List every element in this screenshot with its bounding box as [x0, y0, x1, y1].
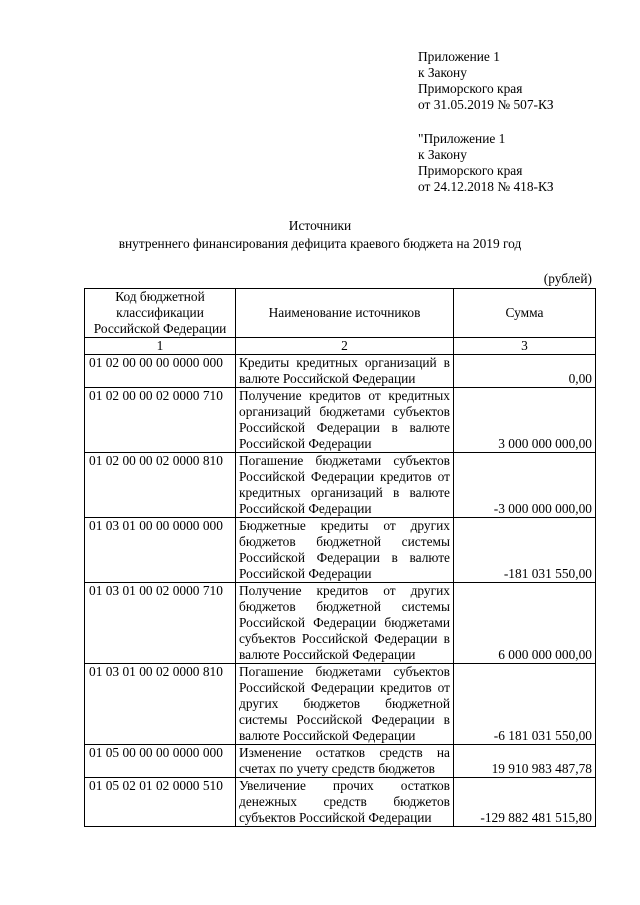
row-code: 01 02 00 00 02 0000 710	[85, 388, 236, 453]
appendix-line: от 31.05.2019 № 507-КЗ	[418, 97, 554, 112]
table-row	[85, 453, 596, 518]
row-code: 01 02 00 00 00 0000 000	[85, 355, 236, 388]
table-row	[85, 388, 596, 453]
unit-label: (рублей)	[543, 271, 592, 286]
table-row	[85, 778, 596, 827]
document-title: Источники	[288, 218, 352, 233]
column-header-code: Код бюджетной классификации Российской Федерации	[85, 289, 236, 338]
column-header-name: Наименование источников	[236, 289, 454, 338]
row-name: Получение кредитов от кредитных организаций бюджетами субъектов Российской Федерации в валюте Российской Федерации	[236, 388, 454, 453]
row-code: 01 03 01 00 02 0000 810	[85, 664, 236, 745]
table-row	[85, 745, 596, 778]
row-code: 01 05 00 00 00 0000 000	[85, 745, 236, 778]
appendix-line: Приложение 1	[418, 49, 500, 64]
appendix-line: Приморского края	[418, 163, 523, 178]
document-subtitle: внутреннего финансирования дефицита краевого бюджета на 2019 год	[118, 236, 522, 251]
table-row	[85, 664, 596, 745]
appendix-line: к Закону	[418, 147, 467, 162]
row-sum: 0,00	[454, 355, 596, 388]
table-header-row	[85, 289, 596, 338]
row-sum: 19 910 983 487,78	[454, 745, 596, 778]
row-name: Изменение остатков средств на счетах по учету средств бюджетов	[236, 745, 454, 778]
column-header-sum: Сумма	[454, 289, 596, 338]
appendix-header	[418, 49, 628, 113]
row-sum: -129 882 481 515,80	[454, 778, 596, 827]
row-name: Погашение бюджетами субъектов Российской Федерации кредитов от кредитных организаций в валюте Российской Федерации	[236, 453, 454, 518]
appendix-line: Приморского края	[418, 81, 523, 96]
row-code: 01 03 01 00 02 0000 710	[85, 583, 236, 664]
column-number-row	[85, 338, 596, 355]
row-sum: -3 000 000 000,00	[454, 453, 596, 518]
appendix-line: от 24.12.2018 № 418-КЗ	[418, 179, 554, 194]
table-row	[85, 518, 596, 583]
row-name: Кредиты кредитных организаций в валюте Российской Федерации	[236, 355, 454, 388]
appendix-line: к Закону	[418, 65, 467, 80]
table-row	[85, 355, 596, 388]
row-name: Погашение бюджетами субъектов Российской Федерации кредитов от других бюджетов бюджетной системы Российской Федерации в валюте Российской Федерации	[236, 664, 454, 745]
column-number: 2	[236, 338, 454, 355]
column-number: 1	[85, 338, 236, 355]
row-sum: -6 181 031 550,00	[454, 664, 596, 745]
row-code: 01 03 01 00 00 0000 000	[85, 518, 236, 583]
row-sum: 6 000 000 000,00	[454, 583, 596, 664]
row-code: 01 02 00 00 02 0000 810	[85, 453, 236, 518]
row-sum: -181 031 550,00	[454, 518, 596, 583]
row-code: 01 05 02 01 02 0000 510	[85, 778, 236, 827]
row-name: Бюджетные кредиты от других бюджетов бюджетной системы Российской Федерации в валюте Российской Федерации	[236, 518, 454, 583]
sources-table	[84, 288, 596, 827]
row-name: Увеличение прочих остатков денежных средств бюджетов субъектов Российской Федерации	[236, 778, 454, 827]
column-number: 3	[454, 338, 596, 355]
table-row	[85, 583, 596, 664]
row-sum: 3 000 000 000,00	[454, 388, 596, 453]
appendix-line: "Приложение 1	[418, 131, 506, 146]
row-name: Получение кредитов от других бюджетов бюджетной системы Российской Федерации бюджетами субъектов Российской Федерации в валюте Российской Федерации	[236, 583, 454, 664]
original-appendix-header	[418, 131, 628, 195]
